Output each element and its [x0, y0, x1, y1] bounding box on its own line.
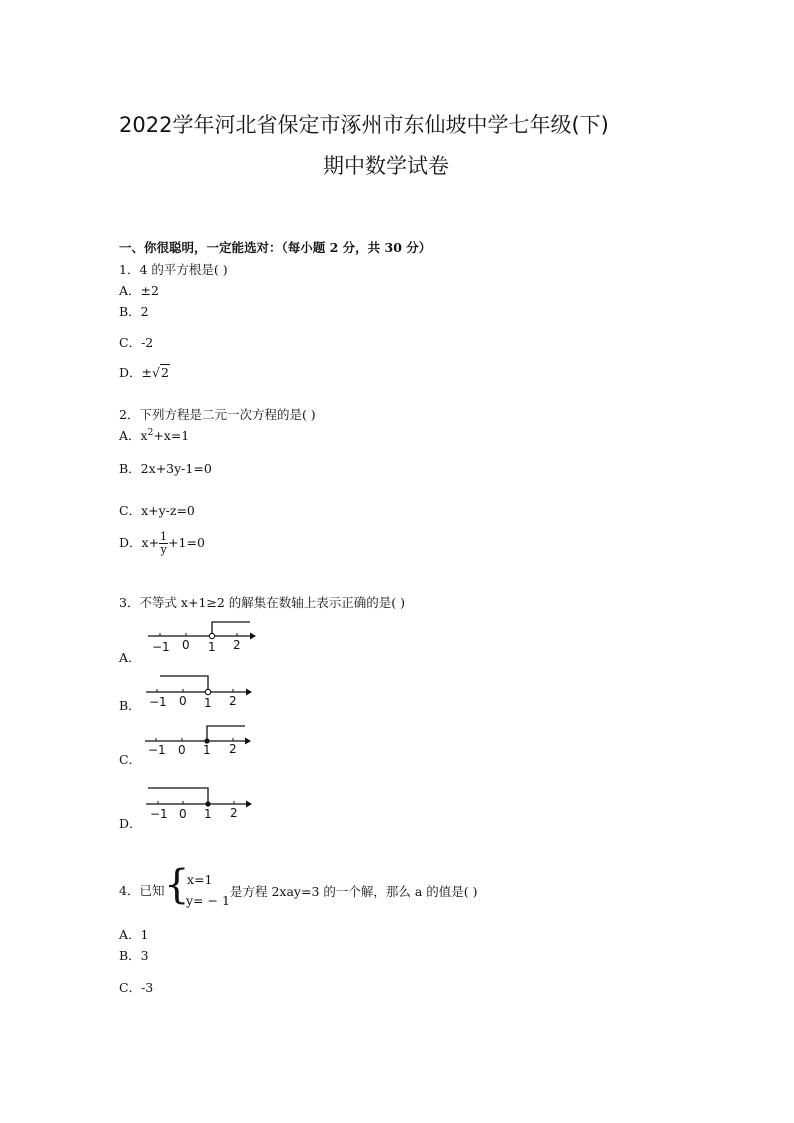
- question-4-suffix: 是方程 2xay=3 的一个解，那么 a 的值是( ): [230, 884, 478, 899]
- question-2-option-b: B．2x+3y-1=0: [119, 461, 212, 476]
- question-1-option-d-prefix: D．±: [119, 365, 152, 380]
- tick-label: 2: [229, 694, 237, 708]
- system-brace-icon: {: [164, 862, 190, 908]
- question-4-prefix: 4．已知: [119, 883, 165, 898]
- question-3-stem: 3．不等式 x+1≥2 的解集在数轴上表示正确的是( ): [119, 595, 406, 610]
- question-2-option-a-prefix: A．x: [119, 428, 148, 443]
- question-2-option-d-prefix: D．x+: [119, 535, 160, 550]
- question-4-option-c: C．-3: [119, 980, 154, 995]
- question-4-equation-2: y= − 1: [186, 893, 230, 908]
- question-1-option-d: [119, 363, 170, 381]
- question-3-option-a-label: A．: [119, 650, 141, 665]
- question-2-option-d: [119, 531, 205, 556]
- tick-label: 1: [208, 640, 216, 654]
- question-3-option-b-label: B．: [119, 698, 141, 713]
- number-line-b: [142, 670, 258, 710]
- question-1-option-b: B．2: [119, 304, 149, 319]
- question-1-option-c: C．-2: [119, 335, 154, 350]
- question-2-option-c: C．x+y-z=0: [119, 503, 195, 518]
- tick-label: 0: [178, 743, 186, 757]
- question-3-option-d-label: D．: [119, 816, 142, 831]
- page-title-line1: 2022学年河北省保定市涿州市东仙坡中学七年级(下): [119, 113, 609, 137]
- question-2-stem: 2．下列方程是二元一次方程的是( ): [119, 407, 316, 422]
- section-heading: 一、你很聪明，一定能选对：（每小题 2 分，共 30 分）: [119, 240, 432, 255]
- question-1-stem: 1．4 的平方根是( ): [119, 262, 228, 277]
- question-4-option-a: A．1: [119, 927, 149, 942]
- question-3-option-c-label: C．: [119, 752, 142, 767]
- tick-label: 1: [203, 743, 211, 757]
- number-line-c: [141, 720, 257, 760]
- tick-label: 0: [182, 638, 190, 652]
- number-line-d: [142, 780, 258, 822]
- tick-label: 2: [233, 638, 241, 652]
- question-2-option-a: [119, 426, 189, 444]
- fraction-denominator: y: [160, 543, 167, 556]
- fraction-numerator: 1: [160, 530, 168, 543]
- fraction: [159, 531, 168, 556]
- tick-label: 1: [204, 696, 212, 710]
- tick-label: −1: [152, 640, 170, 654]
- question-1-option-a: A．±2: [119, 283, 159, 298]
- question-2-option-d-suffix: +1=0: [168, 535, 205, 550]
- tick-label: −1: [148, 743, 166, 757]
- question-2-option-a-suffix: +x=1: [153, 428, 190, 443]
- tick-label: −1: [149, 695, 167, 709]
- question-1-option-d-radicand: 2: [160, 365, 169, 380]
- question-4-equation-1: x=1: [187, 872, 213, 887]
- question-2-option-a-exponent: 2: [147, 427, 154, 438]
- sqrt-symbol: √2: [152, 365, 169, 380]
- question-4-option-b: B．3: [119, 948, 149, 963]
- tick-label: −1: [150, 807, 168, 821]
- page-title-line2: 期中数学试卷: [323, 154, 449, 178]
- tick-label: 2: [230, 806, 238, 820]
- tick-label: 0: [179, 807, 187, 821]
- number-line-a: [144, 616, 260, 656]
- tick-label: 1: [204, 807, 212, 821]
- tick-label: 0: [179, 694, 187, 708]
- tick-label: 2: [229, 742, 237, 756]
